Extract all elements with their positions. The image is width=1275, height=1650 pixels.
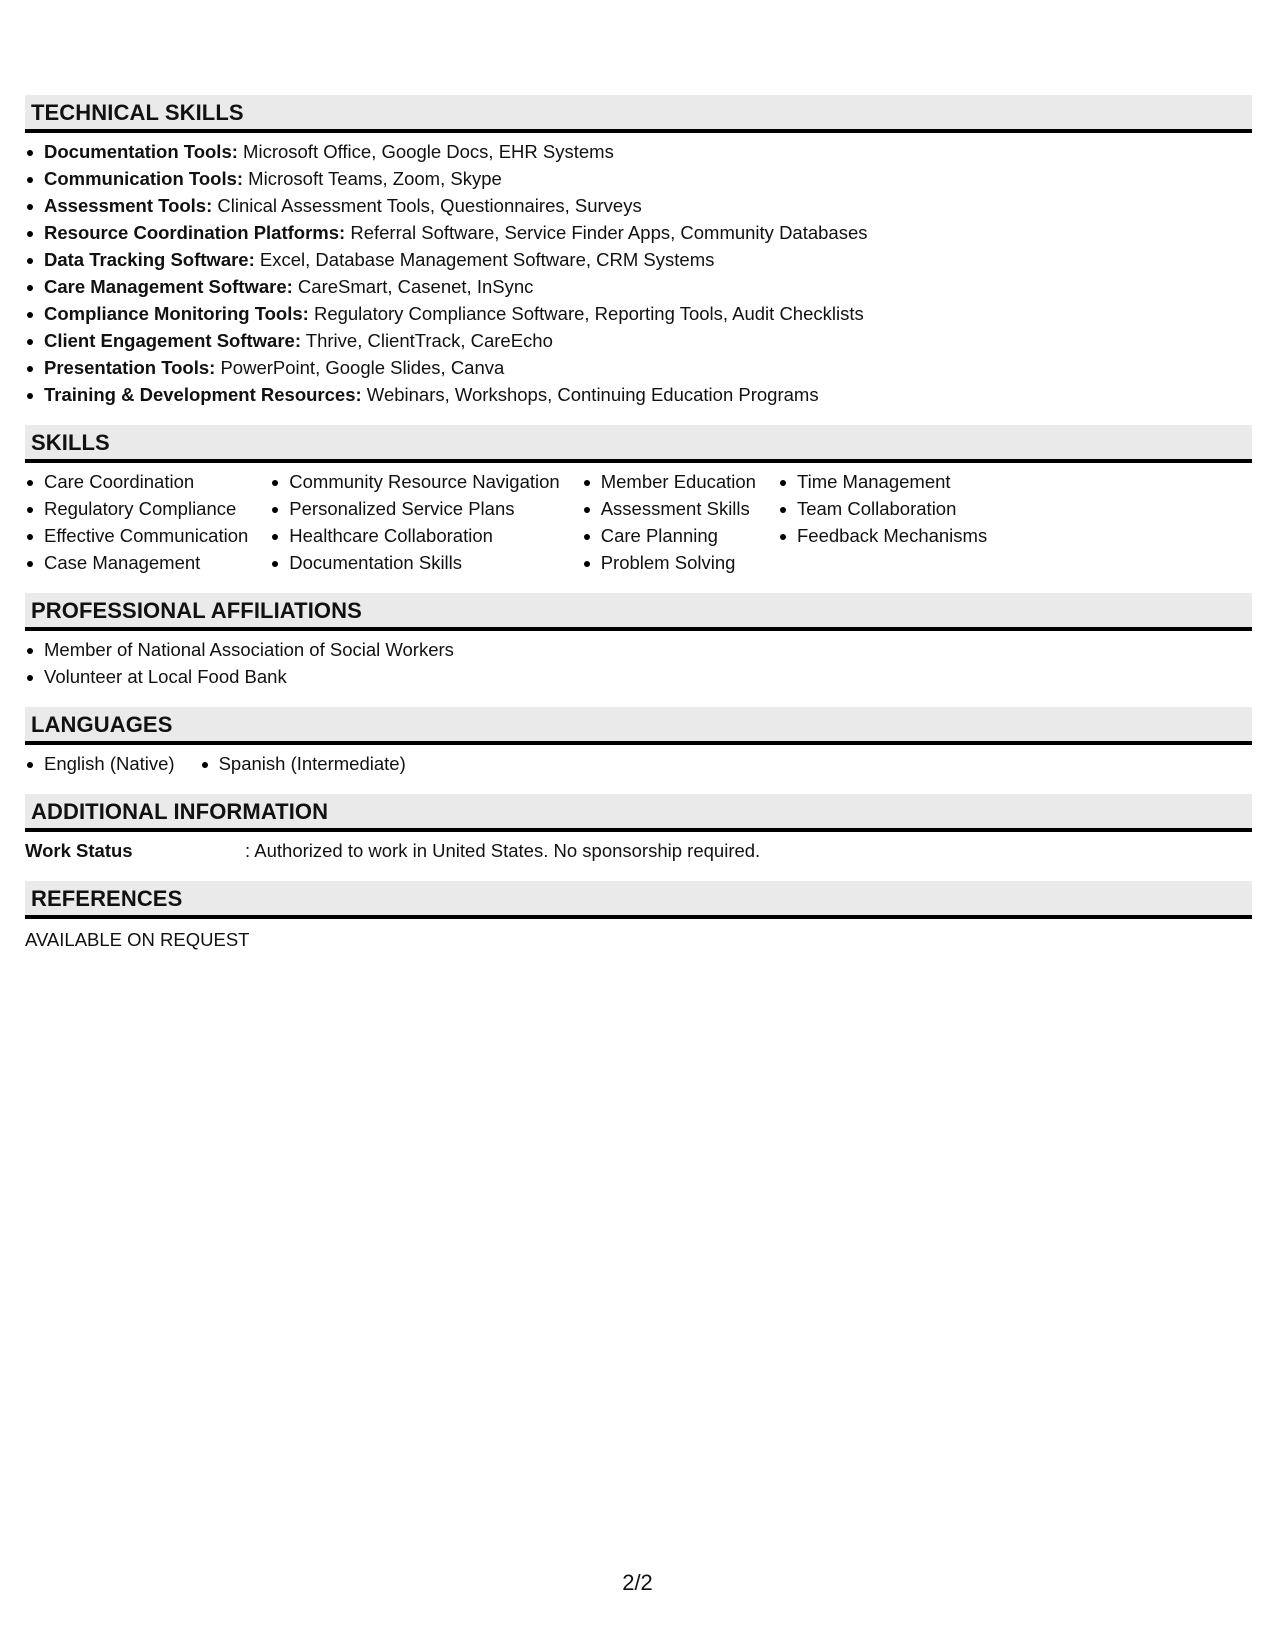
skills-grid [25, 463, 1252, 576]
item-value: Thrive, ClientTrack, CareEcho [300, 330, 553, 351]
skill-item: Time Management [778, 468, 987, 495]
work-status-label: Work Status [25, 840, 133, 861]
section-title: SKILLS [31, 430, 110, 455]
item-value: Excel, Database Management Software, CRM Systems [254, 249, 715, 270]
list-item [25, 354, 1252, 381]
item-value: Regulatory Compliance Software, Reporting Tools, Audit Checklists [308, 303, 864, 324]
item-label: Communication Tools: [44, 168, 244, 189]
item-value: Clinical Assessment Tools, Questionnaires, Surveys [212, 195, 642, 216]
list-item [25, 138, 1252, 165]
item-value: Microsoft Teams, Zoom, Skype [243, 168, 502, 189]
skills-header [25, 425, 1252, 463]
references-header [25, 881, 1252, 919]
item-label: Presentation Tools: [44, 357, 216, 378]
skill-item: Care Planning [582, 522, 756, 549]
list-item [25, 327, 1252, 354]
work-status-value: : Authorized to work in United States. No sponsorship required. [245, 840, 761, 861]
section-title: REFERENCES [31, 886, 183, 911]
item-value: PowerPoint, Google Slides, Canva [215, 357, 505, 378]
list-item [25, 381, 1252, 408]
item-label: Training & Development Resources: [44, 384, 362, 405]
page-number: 2/2 [622, 1570, 653, 1595]
list-item: Member of National Association of Social Workers [25, 636, 1252, 663]
section-title: TECHNICAL SKILLS [31, 100, 244, 125]
section-title: LANGUAGES [31, 712, 173, 737]
references-text: AVAILABLE ON REQUEST [25, 929, 250, 950]
skill-item: Community Resource Navigation [270, 468, 559, 495]
item-label: Care Management Software: [44, 276, 293, 297]
item-label: Client Engagement Software: [44, 330, 301, 351]
technical-skills-list [25, 133, 1252, 408]
list-item [25, 219, 1252, 246]
skill-item: Feedback Mechanisms [778, 522, 987, 549]
list-item [25, 273, 1252, 300]
item-label: Documentation Tools: [44, 141, 238, 162]
skills-column [270, 468, 559, 576]
skill-item: Effective Communication [25, 522, 248, 549]
skill-item: Documentation Skills [270, 549, 559, 576]
skill-item: Member Education [582, 468, 756, 495]
skills-column [778, 468, 987, 576]
item-value: Microsoft Office, Google Docs, EHR Systems [237, 141, 614, 162]
item-label: Resource Coordination Platforms: [44, 222, 346, 243]
item-label: Data Tracking Software: [44, 249, 255, 270]
language-item: Spanish (Intermediate) [200, 750, 406, 777]
technical-skills-header [25, 95, 1252, 133]
list-item: Volunteer at Local Food Bank [25, 663, 1252, 690]
list-item [25, 192, 1252, 219]
section-title: ADDITIONAL INFORMATION [31, 799, 329, 824]
list-item [25, 300, 1252, 327]
item-label: Assessment Tools: [44, 195, 213, 216]
skill-item: Care Coordination [25, 468, 248, 495]
skill-item: Healthcare Collaboration [270, 522, 559, 549]
skill-item: Case Management [25, 549, 248, 576]
section-title: PROFESSIONAL AFFILIATIONS [31, 598, 362, 623]
list-item [25, 246, 1252, 273]
skill-item: Personalized Service Plans [270, 495, 559, 522]
skill-item: Regulatory Compliance [25, 495, 248, 522]
languages-list [25, 745, 1252, 777]
skills-column [25, 468, 248, 576]
item-label: Compliance Monitoring Tools: [44, 303, 309, 324]
skill-item: Assessment Skills [582, 495, 756, 522]
item-value: Webinars, Workshops, Continuing Education Programs [361, 384, 819, 405]
skill-item: Problem Solving [582, 549, 756, 576]
language-item: English (Native) [25, 750, 175, 777]
skills-column [582, 468, 756, 576]
work-status-row [25, 832, 1252, 864]
affiliations-list [25, 631, 1252, 690]
resume-page [25, 95, 1252, 953]
additional-info-header [25, 794, 1252, 832]
skill-item: Team Collaboration [778, 495, 987, 522]
item-value: CareSmart, Casenet, InSync [292, 276, 534, 297]
languages-header [25, 707, 1252, 745]
list-item [25, 165, 1252, 192]
item-value: Referral Software, Service Finder Apps, Community Databases [345, 222, 868, 243]
affiliations-header [25, 593, 1252, 631]
